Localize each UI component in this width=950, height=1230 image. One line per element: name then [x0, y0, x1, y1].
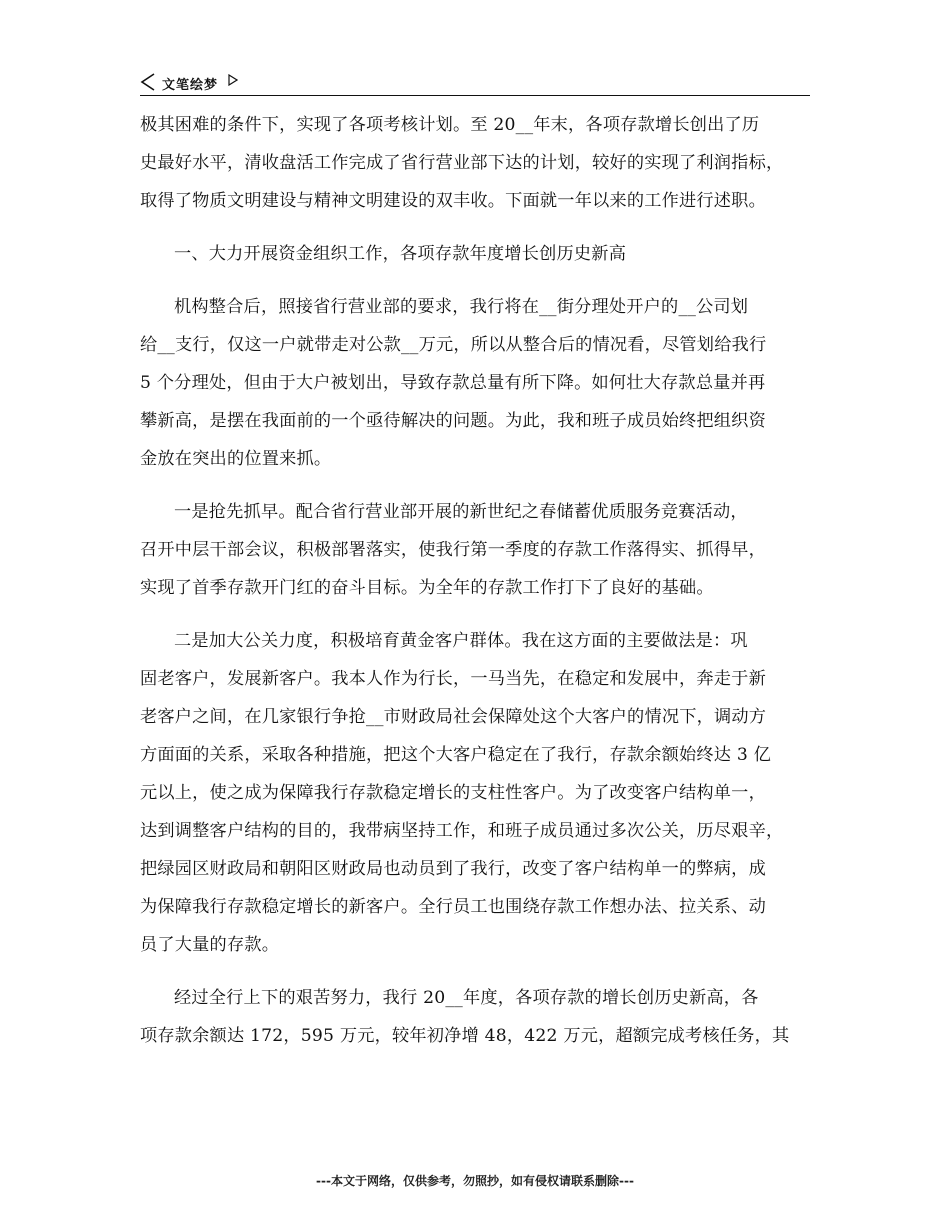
- document-body: [140, 106, 810, 1055]
- text-line: 实现了首季存款开门红的奋斗目标。为全年的存款工作打下了良好的基础。: [140, 578, 714, 598]
- text-line: 金放在突出的位置来抓。: [140, 449, 332, 469]
- text-line: 经过全行上下的艰苦努力，我行 20__年度，各项存款的增长创历史新高，各: [174, 988, 759, 1008]
- text-line: 给__支行，仅这一户就带走对公款__万元，所以从整合后的情况看，尽管划给我行: [140, 335, 767, 355]
- paragraph: [140, 288, 810, 478]
- footer-disclaimer: ---本文于网络，仅供参考，勿照抄，如有侵权请联系删除---: [316, 1174, 634, 1188]
- text-line: 一、大力开展资金组织工作，各项存款年度增长创历史新高: [174, 244, 627, 264]
- text-line: 史最好水平，清收盘活工作完成了省行营业部下达的计划，较好的实现了利润指标，: [140, 153, 784, 173]
- text-line: 员了大量的存款。: [140, 935, 280, 955]
- text-line: 攀新高，是摆在我面前的一个亟待解决的问题。为此，我和班子成员始终把组织资: [140, 411, 766, 431]
- text-line: 一是抢先抓早。配合省行营业部开展的新世纪之春储蓄优质服务竞赛活动，: [174, 502, 748, 522]
- paragraph-gap: [140, 478, 810, 493]
- paragraph: [140, 622, 810, 964]
- paragraph-gap: [140, 220, 810, 235]
- text-line: 二是加大公关力度，积极培育黄金客户群体。我在这方面的主要做法是：巩: [174, 631, 748, 651]
- text-line: 达到调整客户结构的目的，我带病坚持工作，和班子成员通过多次公关，历尽艰辛，: [140, 821, 784, 841]
- paragraph-gap: [140, 964, 810, 979]
- header-divider: [140, 95, 810, 96]
- paragraph-gap: [140, 273, 810, 288]
- right-triangle-icon: [228, 74, 238, 86]
- text-line: 项存款余额达 172，595 万元，较年初净增 48，422 万元，超额完成考核任务，其: [140, 1026, 790, 1046]
- text-line: 取得了物质文明建设与精神文明建设的双丰收。下面就一年以来的工作进行述职。: [140, 191, 766, 211]
- paragraph: [140, 493, 810, 607]
- left-triangle-icon: [140, 72, 156, 92]
- text-line: 固老客户，发展新客户。我本人作为行长，一马当先，在稳定和发展中，奔走于新: [140, 669, 766, 689]
- text-line: 为保障我行存款稳定增长的新客户。全行员工也围绕存款工作想办法、拉关系、动: [140, 897, 766, 917]
- text-line: 方面面的关系，采取各种措施，把这个大客户稳定在了我行，存款余额始终达 3 亿: [140, 745, 772, 765]
- text-line: 机构整合后，照接省行营业部的要求，我行将在__街分理处开户的__公司划: [174, 297, 749, 317]
- text-line: 5 个分理处，但由于大户被划出，导致存款总量有所下降。如何壮大存款总量并再: [140, 373, 766, 393]
- page-header: [140, 72, 810, 94]
- header-title: 文笔绘梦: [162, 78, 219, 93]
- paragraph: [140, 235, 810, 273]
- text-line: 召开中层干部会议，积极部署落实，使我行第一季度的存款工作落得实、抓得早，: [140, 540, 766, 560]
- paragraph: [140, 979, 810, 1055]
- text-line: 把绿园区财政局和朝阳区财政局也动员到了我行，改变了客户结构单一的弊病，成: [140, 859, 766, 879]
- paragraph-gap: [140, 607, 810, 622]
- text-line: 极其困难的条件下，实现了各项考核计划。至 20__年末，各项存款增长创出了历: [140, 115, 760, 135]
- text-line: 元以上，使之成为保障我行存款稳定增长的支柱性客户。为了改变客户结构单一，: [140, 783, 766, 803]
- paragraph: [140, 106, 810, 220]
- text-line: 老客户之间，在几家银行争抢__市财政局社会保障处这个大客户的情况下，调动方: [140, 707, 767, 727]
